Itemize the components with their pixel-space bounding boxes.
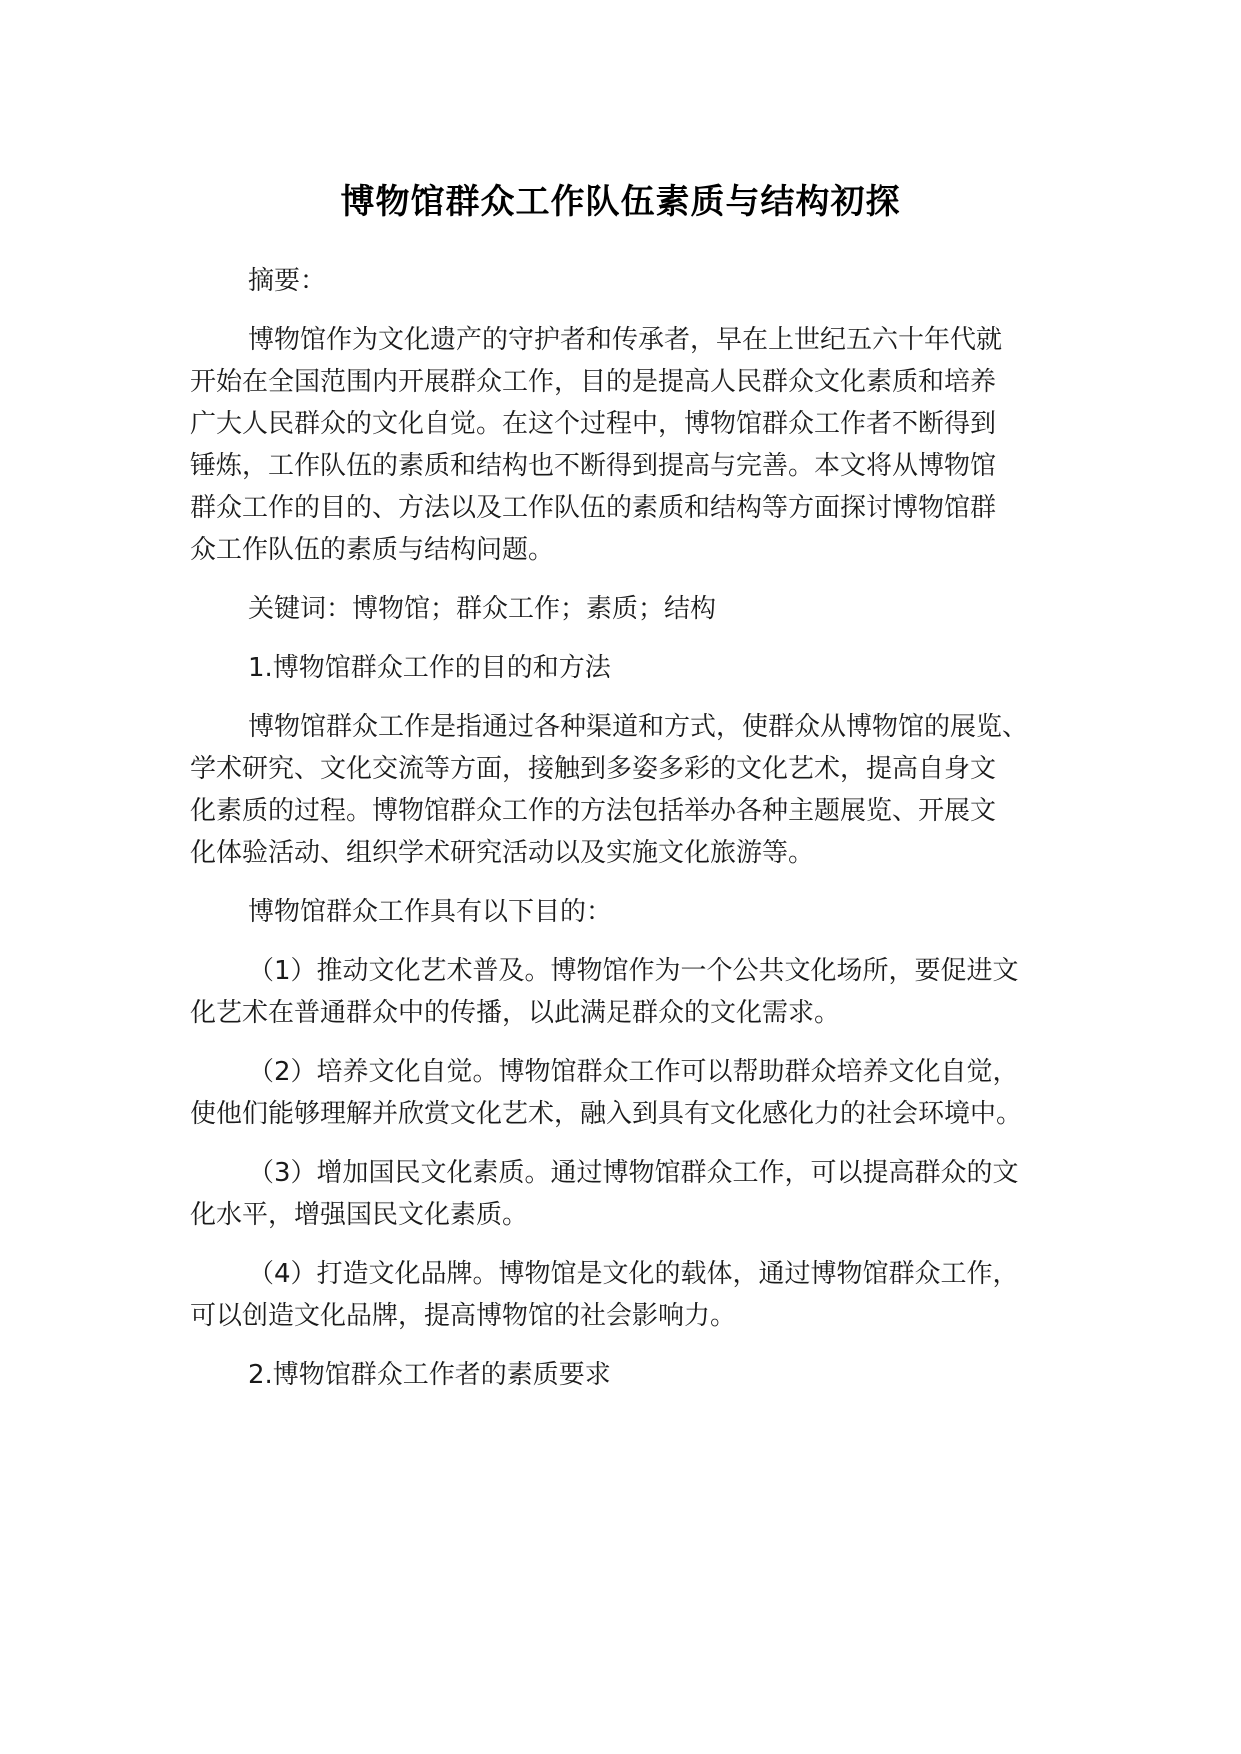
list-item-line: 可以创造文化品牌，提高博物馆的社会影响力。 [190,1301,737,1331]
abstract-line: 开始在全国范围内开展群众工作，目的是提高人民群众文化素质和培养 [190,367,997,397]
paragraph-line: 化体验活动、组织学术研究活动以及实施文化旅游等。 [190,838,815,868]
list-item-line: （3）增加国民文化素质。通过博物馆群众工作，可以提高群众的文 [248,1158,1019,1188]
list-item-line: （2）培养文化自觉。博物馆群众工作可以帮助群众培养文化自觉， [248,1057,1019,1087]
abstract-line: 广大人民群众的文化自觉。在这个过程中，博物馆群众工作者不断得到 [190,409,997,439]
paragraph-line: 博物馆群众工作是指通过各种渠道和方式，使群众从博物馆的展览、 [248,712,1029,742]
list-item-line: 使他们能够理解并欣赏文化艺术，融入到具有文化感化力的社会环境中。 [190,1099,1023,1129]
paragraph-line: 化素质的过程。博物馆群众工作的方法包括举办各种主题展览、开展文 [190,796,997,826]
paragraph-line: 学术研究、文化交流等方面，接触到多姿多彩的文化艺术，提高自身文 [190,754,997,784]
list-item-line: （1）推动文化艺术普及。博物馆作为一个公共文化场所，要促进文 [248,956,1019,986]
abstract-line: 锤炼，工作队伍的素质和结构也不断得到提高与完善。本文将从博物馆 [190,451,997,481]
abstract-heading: 摘要： [248,266,327,296]
abstract-line: 群众工作的目的、方法以及工作队伍的素质和结构等方面探讨博物馆群 [190,493,997,523]
section-heading: 1.博物馆群众工作的目的和方法 [248,653,611,683]
keywords: 关键词：博物馆；群众工作；素质；结构 [248,594,717,624]
abstract-line: 众工作队伍的素质与结构问题。 [190,535,555,565]
list-item-line: （4）打造文化品牌。博物馆是文化的载体，通过博物馆群众工作， [248,1259,1019,1289]
list-item-line: 化艺术在普通群众中的传播，以此满足群众的文化需求。 [190,998,841,1028]
document-title: 博物馆群众工作队伍素质与结构初探 [340,182,901,222]
section-heading: 2.博物馆群众工作者的素质要求 [248,1360,611,1390]
list-item-line: 化水平，增强国民文化素质。 [190,1200,529,1230]
abstract-line: 博物馆作为文化遗产的守护者和传承者，早在上世纪五六十年代就 [248,325,1003,355]
purpose-intro: 博物馆群众工作具有以下目的： [248,897,613,927]
